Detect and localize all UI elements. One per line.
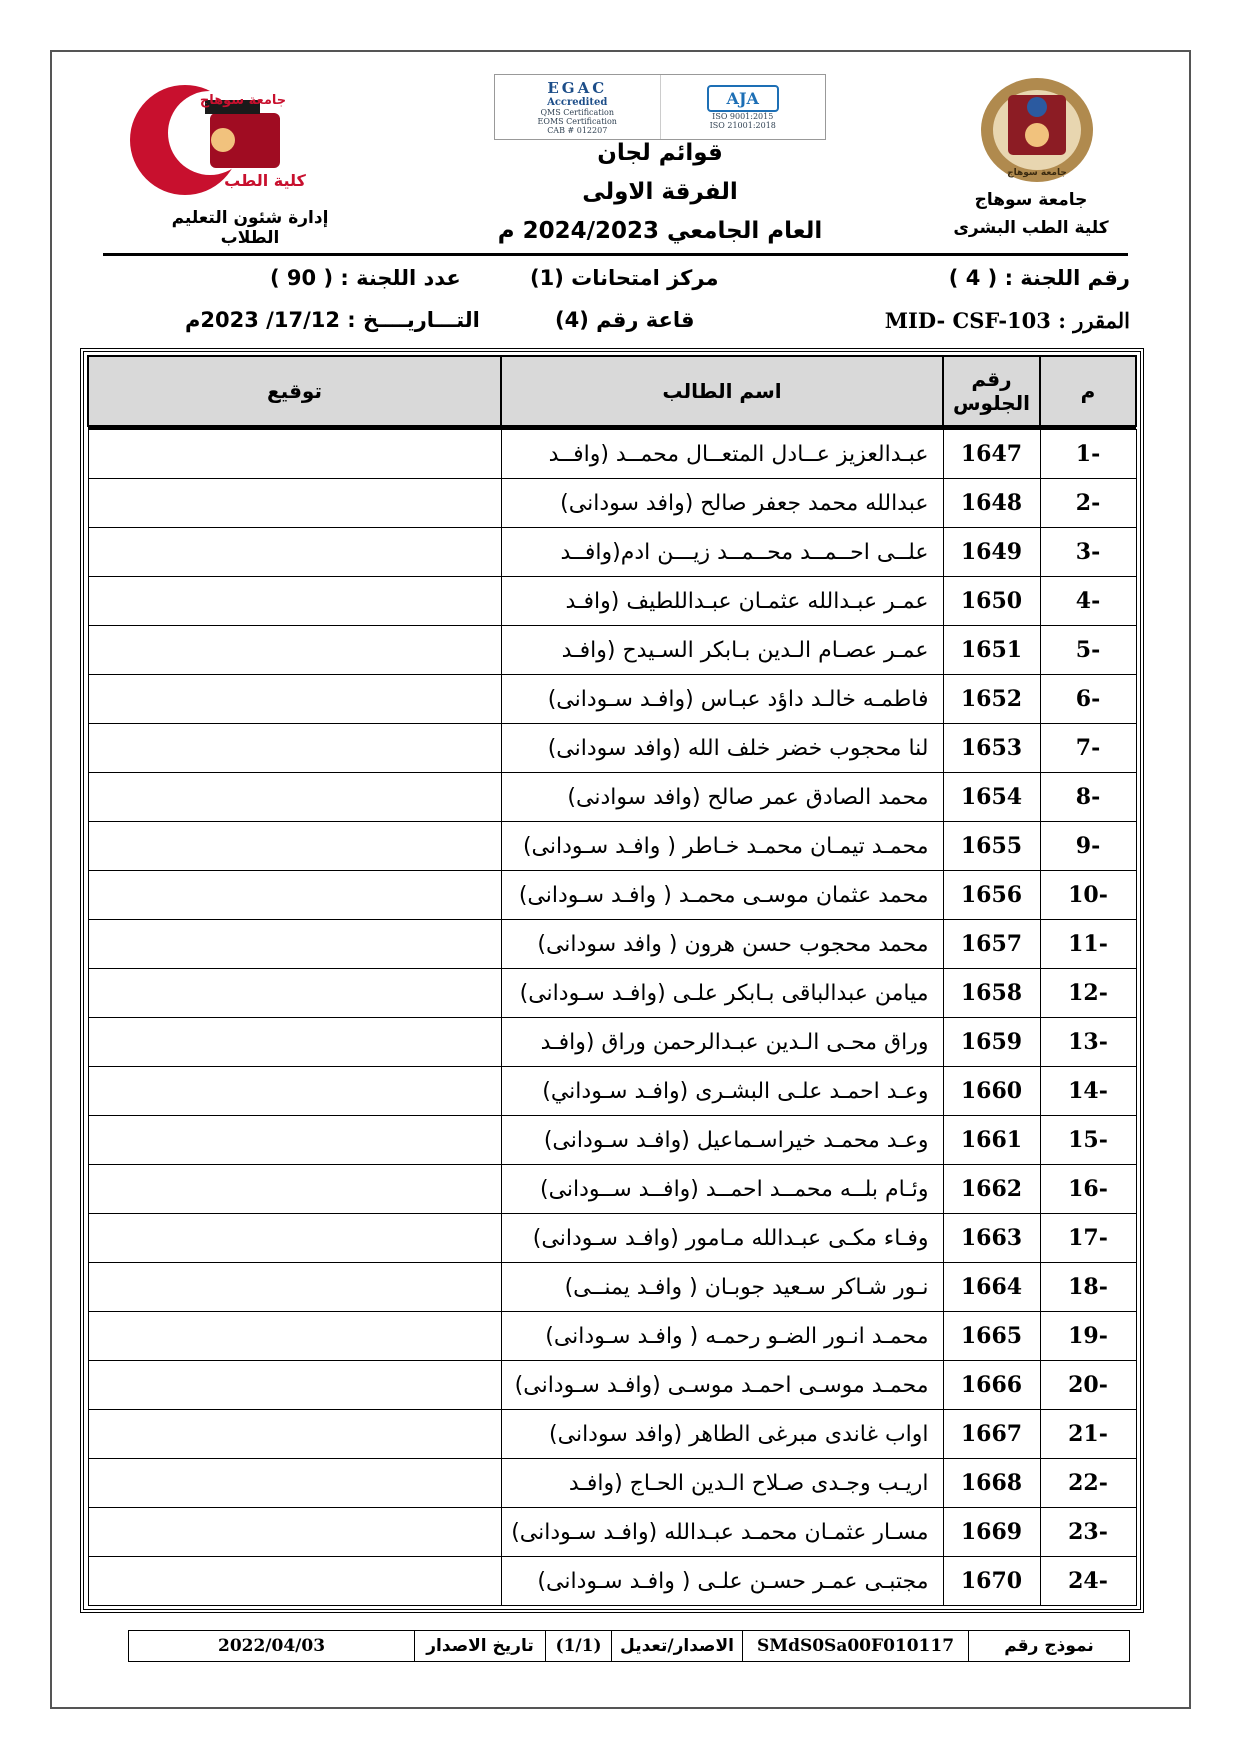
seat-number: 1670 xyxy=(943,1557,1040,1606)
table-row xyxy=(88,1361,1136,1410)
col-header-seat: رقم الجلوس xyxy=(943,356,1040,426)
signature-cell[interactable] xyxy=(88,1018,501,1067)
row-number: 11- xyxy=(1040,920,1136,969)
signature-cell[interactable] xyxy=(88,1459,501,1508)
student-name: وعـد محمـد خيراسـماعيل (وافـد سـودانى) xyxy=(501,1116,943,1165)
seat-number: 1648 xyxy=(943,479,1040,528)
table-row xyxy=(88,1312,1136,1361)
signature-cell[interactable] xyxy=(88,1214,501,1263)
egac-title: EGAC xyxy=(547,79,608,97)
seat-number: 1668 xyxy=(943,1459,1040,1508)
col-header-no: م xyxy=(1040,356,1136,426)
row-number: 7- xyxy=(1040,724,1136,773)
egac-line3: CAB # 012207 xyxy=(547,126,608,135)
students-table-wrapper xyxy=(80,348,1144,1613)
signature-cell[interactable] xyxy=(88,822,501,871)
signature-cell[interactable] xyxy=(88,1508,501,1557)
form-label: نموذج رقم xyxy=(968,1631,1129,1661)
egac-line1: QMS Certification xyxy=(540,108,615,117)
version-label: الاصدار/تعديل xyxy=(611,1631,742,1661)
col-header-signature: توقيع xyxy=(88,356,501,426)
seat-number: 1657 xyxy=(943,920,1040,969)
iso-line2: ISO 21001:2018 xyxy=(709,120,776,130)
table-row xyxy=(88,773,1136,822)
row-number: 3- xyxy=(1040,528,1136,577)
table-row xyxy=(88,920,1136,969)
form-footer xyxy=(128,1630,1130,1662)
table-header-row xyxy=(88,356,1136,426)
seat-number: 1666 xyxy=(943,1361,1040,1410)
faculty-logo xyxy=(115,78,315,198)
version-value: (1/1) xyxy=(545,1631,611,1661)
student-name: عمـر عصـام الـدين بـابكر السـيدح (وافـد xyxy=(501,626,943,675)
table-row xyxy=(88,969,1136,1018)
row-number: 22- xyxy=(1040,1459,1136,1508)
university-seal xyxy=(978,75,1096,185)
table-row xyxy=(88,1018,1136,1067)
table-row xyxy=(88,1165,1136,1214)
student-name: محمـد موسـى احمـد موسـى (وافـد سـودانى) xyxy=(501,1361,943,1410)
row-number: 2- xyxy=(1040,479,1136,528)
issue-date-label: تاريخ الاصدار xyxy=(414,1631,545,1661)
table-row xyxy=(88,430,1136,479)
student-name: ميامن عبدالباقى بـابكر علـى (وافـد سـودانى) xyxy=(501,969,943,1018)
row-number: 13- xyxy=(1040,1018,1136,1067)
table-row xyxy=(88,626,1136,675)
signature-cell[interactable] xyxy=(88,675,501,724)
seat-number: 1656 xyxy=(943,871,1040,920)
certification-badges xyxy=(494,74,826,140)
signature-cell[interactable] xyxy=(88,969,501,1018)
table-row xyxy=(88,1508,1136,1557)
row-number: 4- xyxy=(1040,577,1136,626)
table-row xyxy=(88,675,1136,724)
col-header-name: اسم الطالب xyxy=(501,356,943,426)
seat-number: 1664 xyxy=(943,1263,1040,1312)
row-number: 16- xyxy=(1040,1165,1136,1214)
table-body xyxy=(88,426,1136,1606)
university-name: جامعة سوهاج xyxy=(974,190,1088,210)
seat-number: 1663 xyxy=(943,1214,1040,1263)
row-number: 9- xyxy=(1040,822,1136,871)
signature-cell[interactable] xyxy=(88,773,501,822)
seat-number: 1652 xyxy=(943,675,1040,724)
logo-left-text1: جامعة سوهاج xyxy=(199,93,287,108)
seat-number: 1653 xyxy=(943,724,1040,773)
row-number: 6- xyxy=(1040,675,1136,724)
seat-number: 1655 xyxy=(943,822,1040,871)
student-name: فاطمـه خالـد داؤد عبـاس (وافـد سـودانى) xyxy=(501,675,943,724)
signature-cell[interactable] xyxy=(88,920,501,969)
signature-cell[interactable] xyxy=(88,1557,501,1606)
seat-number: 1669 xyxy=(943,1508,1040,1557)
hall-number: قاعة رقم (4) xyxy=(555,308,695,332)
committee-number: رقم اللجنة : ( 4 ) xyxy=(948,266,1130,290)
seat-number: 1662 xyxy=(943,1165,1040,1214)
student-name: مسـار عثمـان محمـد عبـدالله (وافـد سـودانى) xyxy=(501,1508,943,1557)
seat-number: 1665 xyxy=(943,1312,1040,1361)
student-name: وئـام بلــه محمــد احمــد (وافــد ســودانى) xyxy=(501,1165,943,1214)
student-name: علــى احــمــد محــمــد زيـــن ادم(وافــد xyxy=(501,528,943,577)
row-number: 10- xyxy=(1040,871,1136,920)
signature-cell[interactable] xyxy=(88,1165,501,1214)
signature-cell[interactable] xyxy=(88,1312,501,1361)
row-number: 8- xyxy=(1040,773,1136,822)
signature-cell[interactable] xyxy=(88,871,501,920)
seat-number: 1667 xyxy=(943,1410,1040,1459)
row-number: 20- xyxy=(1040,1361,1136,1410)
student-name: لنا محجوب خضر خلف الله (وافد سودانى) xyxy=(501,724,943,773)
student-name: محمد عثمان موسـى محمـد ( وافـد سـودانى) xyxy=(501,871,943,920)
signature-cell[interactable] xyxy=(88,626,501,675)
signature-cell[interactable] xyxy=(88,1361,501,1410)
row-number: 17- xyxy=(1040,1214,1136,1263)
seat-number: 1659 xyxy=(943,1018,1040,1067)
student-name: وعـد احمـد علـى البشـرى (وافـد سـوداني) xyxy=(501,1067,943,1116)
student-name: وراق محـى الـدين عبـدالرحمن وراق (وافـد xyxy=(501,1018,943,1067)
seat-number: 1661 xyxy=(943,1116,1040,1165)
egac-line2: EOMS Certification xyxy=(537,117,617,126)
table-row xyxy=(88,1459,1136,1508)
committee-count: عدد اللجنة : ( 90 ) xyxy=(270,266,461,290)
doc-title: قوائم لجان xyxy=(597,140,723,166)
exam-center: مركز امتحانات (1) xyxy=(530,266,719,290)
student-name: محمد الصادق عمر صالح (وافد سوادنى) xyxy=(501,773,943,822)
student-name: اواب غاندى مبرغى الطاهر (وافد سودانى) xyxy=(501,1410,943,1459)
student-name: وفـاء مكـى عبـدالله مـامور (وافـد سـودانى) xyxy=(501,1214,943,1263)
student-name: نـور شـاكر سـعيد جوبـان ( وافـد يمنــى) xyxy=(501,1263,943,1312)
form-number: SMdS0Sa00F010117 xyxy=(742,1631,968,1661)
row-number: 21- xyxy=(1040,1410,1136,1459)
faculty-name: كلية الطب البشرى xyxy=(953,218,1109,238)
doc-academic-year: العام الجامعي 2024/2023 م xyxy=(497,218,823,244)
seat-number: 1647 xyxy=(943,430,1040,479)
table-row xyxy=(88,1214,1136,1263)
student-name: عبـدالعزيز عــادل المتعــال محمــد (وافــد xyxy=(501,430,943,479)
header-divider xyxy=(103,253,1128,256)
signature-cell[interactable] xyxy=(88,724,501,773)
row-number: 12- xyxy=(1040,969,1136,1018)
student-name: محمد محجوب حسن هرون ( وافد سودانى) xyxy=(501,920,943,969)
seat-number: 1654 xyxy=(943,773,1040,822)
aja-logo: AJA xyxy=(707,85,779,112)
seat-number: 1649 xyxy=(943,528,1040,577)
signature-cell[interactable] xyxy=(88,1116,501,1165)
table-row xyxy=(88,1116,1136,1165)
doc-subtitle-year: الفرقة الاولى xyxy=(582,179,738,205)
table-row xyxy=(88,1410,1136,1459)
row-number: 14- xyxy=(1040,1067,1136,1116)
course-code: المقرر : MID- CSF-103 xyxy=(884,308,1130,333)
row-number: 15- xyxy=(1040,1116,1136,1165)
table-row xyxy=(88,871,1136,920)
signature-cell[interactable] xyxy=(88,528,501,577)
seat-number: 1651 xyxy=(943,626,1040,675)
signature-cell[interactable] xyxy=(88,1410,501,1459)
student-name: مجتبـى عمـر حسـن علـى ( وافـد سـودانى) xyxy=(501,1557,943,1606)
issue-date-value: 2022/04/03 xyxy=(217,1636,326,1656)
signature-cell[interactable] xyxy=(88,1067,501,1116)
signature-cell[interactable] xyxy=(88,430,501,479)
exam-date: التـــاريــــخ : 17/12/ 2023م xyxy=(185,308,480,332)
table-row xyxy=(88,1557,1136,1606)
logo-left-text2: كلية الطب xyxy=(224,171,306,190)
students-table xyxy=(87,355,1137,1606)
student-name: عمـر عبـدالله عثمـان عبـداللطيف (وافـد xyxy=(501,577,943,626)
table-row xyxy=(88,577,1136,626)
table-row xyxy=(88,822,1136,871)
student-name: محمـد انـور الضـو رحمـه ( وافـد سـودانى) xyxy=(501,1312,943,1361)
row-number: 23- xyxy=(1040,1508,1136,1557)
logo-right-text: جامعة سوهاج xyxy=(1007,168,1067,178)
table-row xyxy=(88,1067,1136,1116)
student-name: عبدالله محمد جعفر صالح (وافد سودانى) xyxy=(501,479,943,528)
table-row xyxy=(88,1263,1136,1312)
admin-unit: إدارة شئون التعليم الطلاب xyxy=(171,208,329,248)
student-name: محمـد تيمـان محمـد خـاطر ( وافـد سـودانى) xyxy=(501,822,943,871)
row-number: 24- xyxy=(1040,1557,1136,1606)
seat-number: 1650 xyxy=(943,577,1040,626)
table-row xyxy=(88,528,1136,577)
egac-badge xyxy=(495,75,660,139)
iso-badge xyxy=(660,75,826,139)
row-number: 1- xyxy=(1040,430,1136,479)
row-number: 18- xyxy=(1040,1263,1136,1312)
signature-cell[interactable] xyxy=(88,1263,501,1312)
egac-sub: Accredited xyxy=(547,97,608,108)
signature-cell[interactable] xyxy=(88,479,501,528)
seat-number: 1660 xyxy=(943,1067,1040,1116)
table-row xyxy=(88,724,1136,773)
signature-cell[interactable] xyxy=(88,577,501,626)
iso-line1: ISO 9001:2015 xyxy=(712,111,774,121)
student-name: اريـب وجـدى صـلاح الـدين الحـاج (وافـد xyxy=(501,1459,943,1508)
row-number: 5- xyxy=(1040,626,1136,675)
row-number: 19- xyxy=(1040,1312,1136,1361)
seat-number: 1658 xyxy=(943,969,1040,1018)
table-row xyxy=(88,479,1136,528)
